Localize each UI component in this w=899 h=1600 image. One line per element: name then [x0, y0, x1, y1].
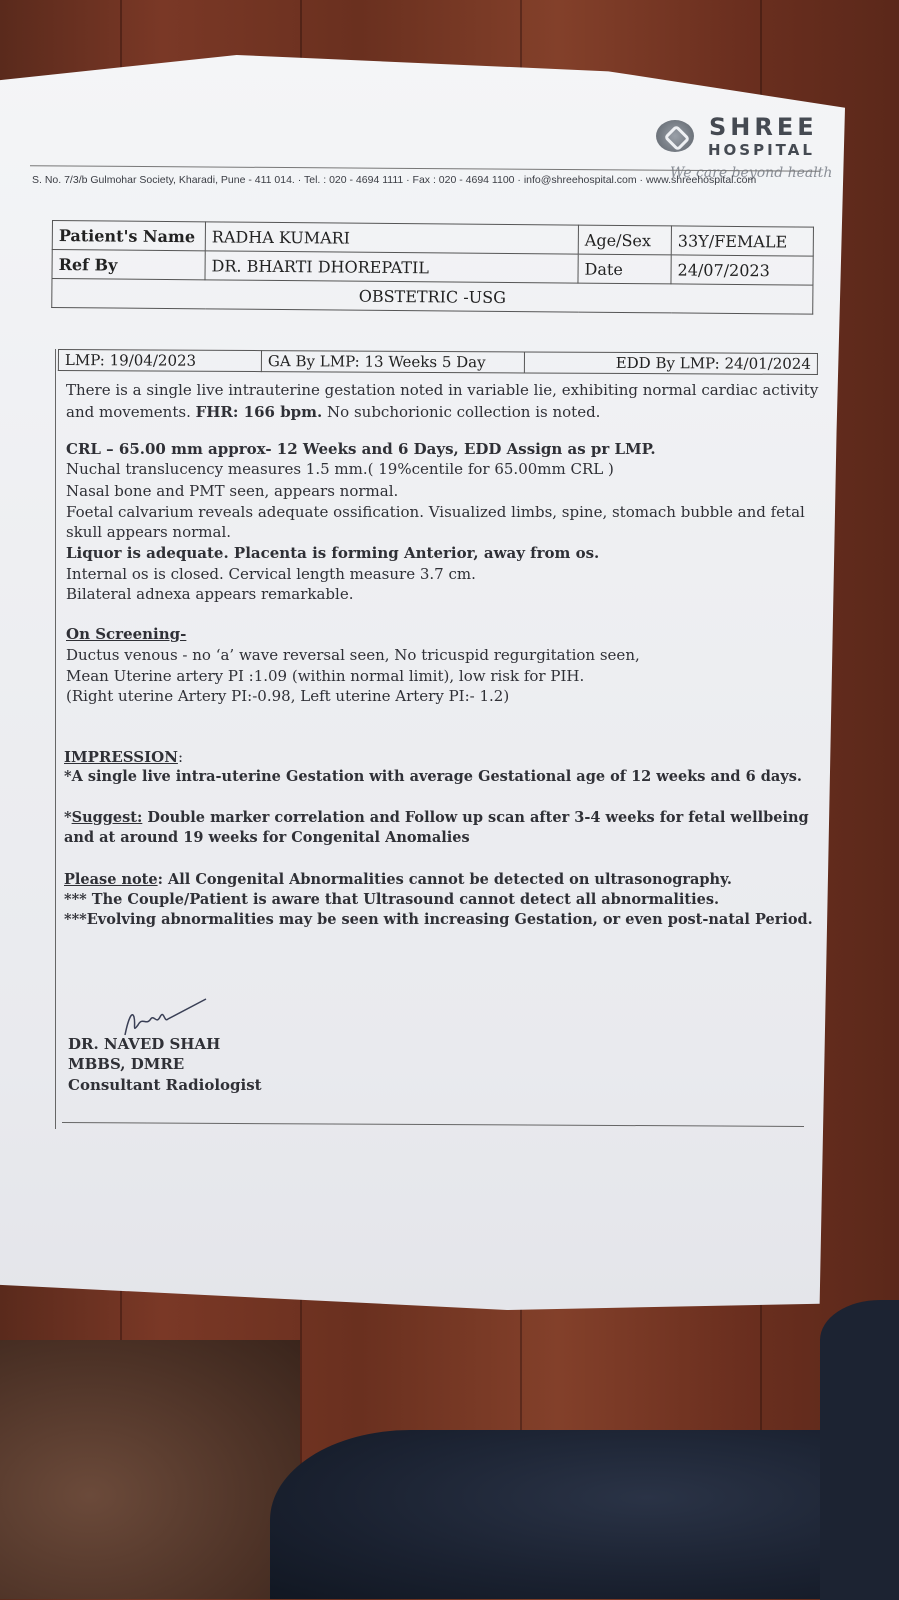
cloth-background-right [820, 1300, 899, 1600]
hospital-logo-icon [656, 120, 694, 152]
hospital-address: S. No. 7/3/b Gulmohar Society, Kharadi, Pune - 411 014. · Tel. : 020 - 4694 1111 · Fax : 020 - 4694 1100 · info@shreehospital.com · www.shreehospital.com [32, 174, 757, 186]
patient-name-label: Patient's Name [52, 221, 205, 251]
finding-line-2 [66, 402, 600, 422]
foetal-line-1: Foetal calvarium reveals adequate ossification. Visualized limbs, spine, stomach bubble and fetal [66, 503, 805, 521]
note-line-3: ***Evolving abnormalities may be seen with increasing Gestation, or even post-natal Period. [64, 911, 813, 928]
hospital-tagline: We care beyond health [670, 165, 833, 181]
screening-line-1: Ductus venous - no ‘a’ wave reversal seen, No tricuspid regurgitation seen, [66, 646, 640, 664]
edd-value: EDD By LMP: 24/01/2024 [524, 352, 817, 375]
lmp-value: LMP: 19/04/2023 [58, 350, 261, 372]
date-label: Date [578, 254, 671, 284]
patient-name: RADHA KUMARI [205, 222, 578, 254]
hand-background [0, 1340, 300, 1599]
ref-by-value: DR. BHARTI DHOREPATIL [205, 251, 578, 283]
doctor-title: Consultant Radiologist [68, 1076, 262, 1094]
note-line-1: Please note: All Congenital Abnormalities cannot be detected on ultrasonography. [64, 871, 732, 888]
hospital-name: SHREE [709, 113, 818, 141]
os-line: Internal os is closed. Cervical length measure 3.7 cm. [66, 565, 476, 583]
doctor-degree: MBBS, DMRE [68, 1055, 185, 1073]
nasal-line: Nasal bone and PMT seen, appears normal. [66, 482, 399, 500]
nuchal-line: Nuchal translucency measures 1.5 mm.( 19%centile for 65.00mm CRL ) [66, 460, 614, 478]
impression-text: *A single live intra-uterine Gestation with average Gestational age of 12 weeks and 6 days. [64, 768, 802, 785]
finding-line-2a: and movements. [66, 403, 196, 421]
doctor-name: DR. NAVED SHAH [68, 1035, 221, 1053]
liquor-line: Liquor is adequate. Placenta is forming Anterior, away from os. [66, 544, 600, 562]
agesex-value: 33Y/FEMALE [671, 226, 813, 256]
finding-line-2c: No subchorionic collection is noted. [322, 403, 601, 421]
screening-line-3: (Right uterine Artery PI:-0.98, Left uterine Artery PI:- 1.2) [66, 687, 510, 705]
scan-dates-table [58, 349, 818, 375]
adnexa-line: Bilateral adnexa appears remarkable. [66, 585, 354, 603]
patient-info-table [51, 220, 814, 315]
cloth-background [270, 1430, 899, 1599]
screening-line-2: Mean Uterine artery PI :1.09 (within normal limit), low risk for PIH. [66, 667, 585, 685]
crl-line: CRL – 65.00 mm approx- 12 Weeks and 6 Days, EDD Assign as pr LMP. [66, 440, 656, 458]
note-line-2: *** The Couple/Patient is aware that Ultrasound cannot detect all abnormalities. [64, 891, 720, 908]
screening-heading: On Screening- [66, 625, 187, 643]
date-value: 24/07/2023 [671, 255, 813, 285]
hospital-subtitle: HOSPITAL [708, 141, 815, 159]
ga-value: GA By LMP: 13 Weeks 5 Day [261, 351, 524, 373]
suggest-line-2: and at around 19 weeks for Congenital Anomalies [64, 829, 470, 846]
suggest-line-1: *Suggest: Double marker correlation and Follow up scan after 3-4 weeks for fetal wellbeing [64, 809, 809, 826]
finding-line-1: There is a single live intrauterine gestation noted in variable lie, exhibiting normal cardiac activity [66, 381, 819, 399]
ref-by-label: Ref By [52, 250, 205, 280]
report-type: OBSTETRIC -USG [52, 279, 813, 315]
foetal-line-2: skull appears normal. [66, 523, 232, 541]
fhr-value: FHR: 166 bpm. [195, 403, 323, 421]
impression-heading: IMPRESSION: [64, 748, 183, 766]
agesex-label: Age/Sex [578, 225, 671, 255]
